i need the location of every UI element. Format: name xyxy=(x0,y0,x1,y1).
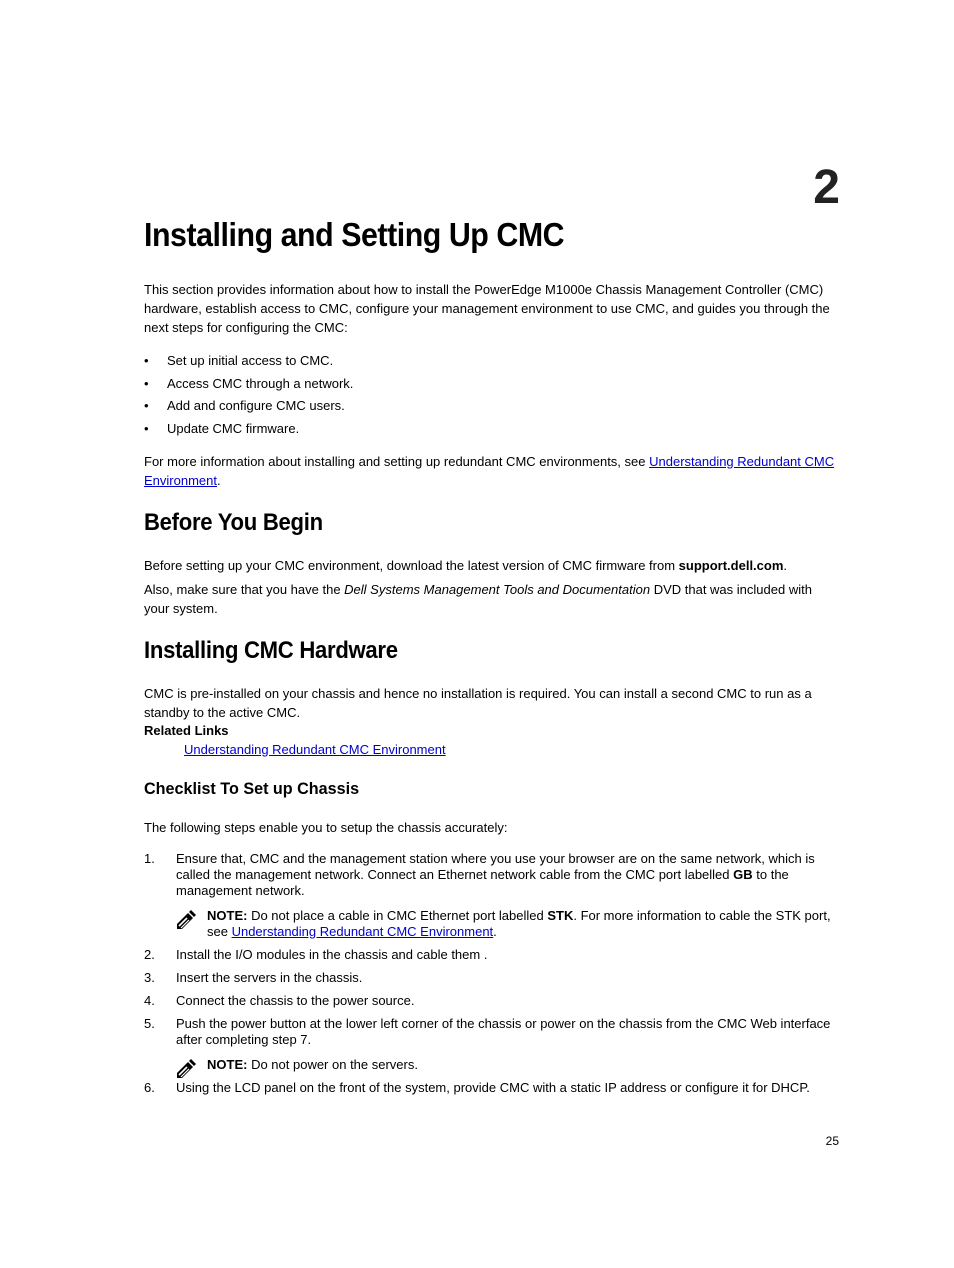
note-text-b: . For more information to cable the STK port, see xyxy=(207,907,831,939)
step-number: 5. xyxy=(144,1015,155,1031)
bullet-item: • Add and configure CMC users. xyxy=(144,396,840,415)
step-number: 3. xyxy=(144,969,155,985)
step-item xyxy=(144,993,840,1009)
note-pencil-icon xyxy=(176,910,196,930)
note-redundant-cmc-link[interactable]: Understanding Redundant CMC Environment xyxy=(231,923,494,939)
before-you-begin-heading: Before You Begin xyxy=(144,508,323,536)
note-pencil-icon xyxy=(176,1059,196,1079)
installing-hardware-heading: Installing CMC Hardware xyxy=(144,636,398,664)
step-item xyxy=(144,947,840,963)
checklist-intro: The following steps enable you to setup the chassis accurately: xyxy=(144,819,508,835)
redundant-paragraph xyxy=(144,452,840,490)
step-text: Install the I/O modules in the chassis and cable them . xyxy=(176,946,488,962)
step-text: Using the LCD panel on the front of the system, provide CMC with a static IP address or configure it for DHCP. xyxy=(176,1079,810,1095)
related-link-row xyxy=(184,740,840,760)
step-text: Push the power button at the lower left corner of the chassis or power on the chassis from the CMC Web interface after completing step 7. xyxy=(176,1015,831,1047)
page-title: Installing and Setting Up CMC xyxy=(144,216,565,253)
step-text: Insert the servers in the chassis. xyxy=(176,969,363,985)
step-text-end: to the management network. xyxy=(176,866,789,898)
before-paragraph-1 xyxy=(144,556,840,575)
note-text: Do not power on the servers. xyxy=(247,1056,418,1072)
step-number: 2. xyxy=(144,946,155,962)
note-block xyxy=(176,1057,840,1073)
before-text: Before setting up your CMC environment, download the latest version of CMC firmware from xyxy=(144,557,679,573)
checklist-heading: Checklist To Set up Chassis xyxy=(144,778,360,798)
bullet-item: • Set up initial access to CMC. xyxy=(144,351,840,370)
bullet-item: • Access CMC through a network. xyxy=(144,374,840,393)
step-text: Connect the chassis to the power source. xyxy=(176,992,415,1008)
support-site-text: support.dell.com xyxy=(678,557,784,573)
step-item xyxy=(144,851,840,940)
note-text: Do not place a cable in CMC Ethernet port labelled xyxy=(247,907,548,923)
hardware-paragraph: CMC is pre-installed on your chassis and hence no installation is required. You can install a second CMC to run as a standby to the active CMC. xyxy=(144,685,812,720)
intro-paragraph: This section provides information about how to install the PowerEdge M1000e Chassis Management Controller (CMC) hardware, establish access to CMC, configure your management environment to use CMC, and guides you through the next steps for configuring the CMC: xyxy=(144,282,830,335)
redundant-text: For more information about installing and setting up redundant CMC environments, see xyxy=(144,453,650,469)
related-redundant-cmc-link[interactable]: Understanding Redundant CMC Environment xyxy=(184,741,446,757)
note-end: . xyxy=(493,923,497,939)
stk-port-label: STK xyxy=(547,907,574,923)
related-links-label: Related Links xyxy=(144,722,229,738)
step-number: 1. xyxy=(144,850,155,866)
task-bullet-list xyxy=(144,351,840,438)
step-number: 6. xyxy=(144,1079,155,1095)
page-content xyxy=(144,212,840,1103)
before-p2-start: Also, make sure that you have the xyxy=(144,581,345,597)
step-item xyxy=(144,1080,840,1096)
redundant-cmc-link[interactable]: Understanding Redundant CMC Environment xyxy=(144,453,835,488)
note-block xyxy=(176,908,840,940)
before-end: . xyxy=(783,557,788,573)
step-text: Ensure that, CMC and the management station where you use your browser are on the same network, which is called the management network. Connect an Ethernet network cable from the CMC port labelled xyxy=(176,850,815,882)
note-label: NOTE: xyxy=(207,1056,248,1072)
step-item xyxy=(144,970,840,986)
note-label: NOTE: xyxy=(207,907,248,923)
before-paragraph-2 xyxy=(144,580,840,618)
dvd-title: Dell Systems Management Tools and Documentation xyxy=(344,581,651,597)
before-p2-end: DVD that was included with your system. xyxy=(144,581,812,616)
page-number: 25 xyxy=(825,1134,839,1148)
chapter-number: 2 xyxy=(813,161,839,214)
step-item xyxy=(144,1016,840,1073)
redundant-end: . xyxy=(216,472,221,488)
step-number: 4. xyxy=(144,992,155,1008)
bullet-item: • Update CMC firmware. xyxy=(144,419,840,438)
gb-port-label: GB xyxy=(733,866,753,882)
checklist-steps xyxy=(144,851,840,1096)
